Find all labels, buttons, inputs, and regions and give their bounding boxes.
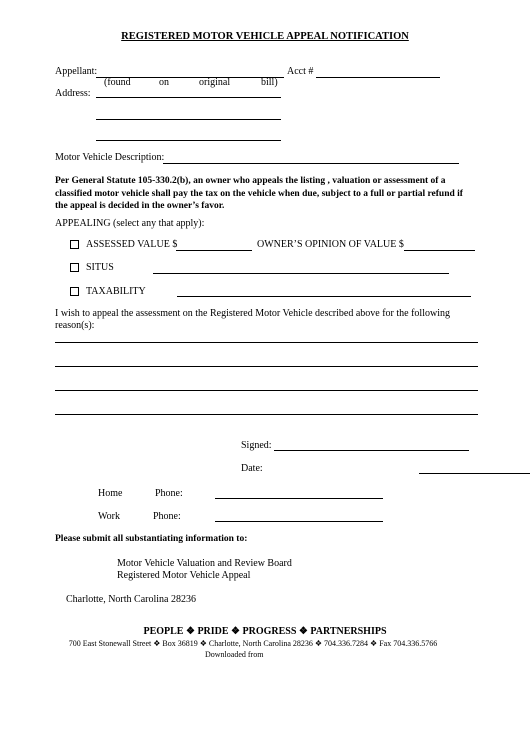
- hint-word: bill): [261, 77, 278, 88]
- address-field-2[interactable]: [96, 119, 281, 120]
- address-label: Address:: [55, 88, 91, 99]
- page-title: REGISTERED MOTOR VEHICLE APPEAL NOTIFICATION: [121, 31, 409, 42]
- taxability-field[interactable]: [177, 296, 471, 297]
- reason-prompt: I wish to appeal the assessment on the Registered Motor Vehicle described above for the following reason(s):: [55, 308, 450, 331]
- reason-line-3[interactable]: [55, 390, 478, 391]
- taxability-checkbox[interactable]: [70, 287, 79, 296]
- work-phone-field[interactable]: [215, 521, 383, 522]
- signature-field[interactable]: [274, 450, 469, 451]
- work-phone-label: Phone:: [153, 511, 181, 522]
- assessed-value-field[interactable]: [176, 250, 252, 251]
- acct-label: Acct #: [287, 66, 314, 77]
- owners-opinion-field[interactable]: [404, 250, 475, 251]
- signed-label: Signed:: [241, 440, 272, 451]
- work-label: Work: [98, 511, 120, 522]
- hint-word: on: [159, 77, 169, 88]
- footer-downloaded: Downloaded from: [205, 650, 264, 659]
- address-field-3[interactable]: [96, 140, 281, 141]
- address-line-2: Registered Motor Vehicle Appeal: [117, 570, 251, 581]
- reason-line-4[interactable]: [55, 414, 478, 415]
- acct-field[interactable]: [316, 77, 440, 78]
- taxability-label: TAXABILITY: [86, 286, 146, 297]
- submit-instruction: Please submit all substantiating information to:: [55, 534, 248, 544]
- owners-opinion-label: OWNER’S OPINION OF VALUE $: [257, 239, 404, 250]
- address-field-1[interactable]: [96, 97, 281, 98]
- appellant-label: Appellant:: [55, 66, 98, 77]
- assessed-value-label: ASSESSED VALUE $: [86, 239, 178, 250]
- date-field[interactable]: [419, 473, 530, 474]
- statute-notice: Per General Statute 105-330.2(b), an owner who appeals the listing , valuation or assessment of a classified motor vehicle shall pay the tax on the vehicle when due, subject to a full or partial refund if the appeal is decided in the owner’s favor.: [55, 176, 463, 211]
- address-line-3: Charlotte, North Carolina 28236: [66, 594, 196, 605]
- reason-line-2[interactable]: [55, 366, 478, 367]
- vehicle-description-label: Motor Vehicle Description:: [55, 152, 165, 163]
- address-line-1: Motor Vehicle Valuation and Review Board: [117, 558, 292, 569]
- footer-slogan: PEOPLE ❖ PRIDE ❖ PROGRESS ❖ PARTNERSHIPS: [143, 626, 387, 637]
- appealing-label: APPEALING (select any that apply):: [55, 218, 205, 229]
- situs-field[interactable]: [153, 273, 449, 274]
- home-label: Home: [98, 488, 123, 499]
- reason-line-1[interactable]: [55, 342, 478, 343]
- hint-word: (found: [104, 77, 131, 88]
- situs-checkbox[interactable]: [70, 263, 79, 272]
- date-label: Date:: [241, 463, 263, 474]
- vehicle-description-field[interactable]: [163, 163, 459, 164]
- footer-contact: 700 East Stonewall Street ❖ Box 36819 ❖ Charlotte, North Carolina 28236 ❖ 704.336.7284 ❖ Fax 704.336.5766: [68, 639, 438, 648]
- home-phone-label: Phone:: [155, 488, 183, 499]
- assessed-value-checkbox[interactable]: [70, 240, 79, 249]
- situs-label: SITUS: [86, 262, 114, 273]
- hint-word: original: [199, 77, 231, 88]
- home-phone-field[interactable]: [215, 498, 383, 499]
